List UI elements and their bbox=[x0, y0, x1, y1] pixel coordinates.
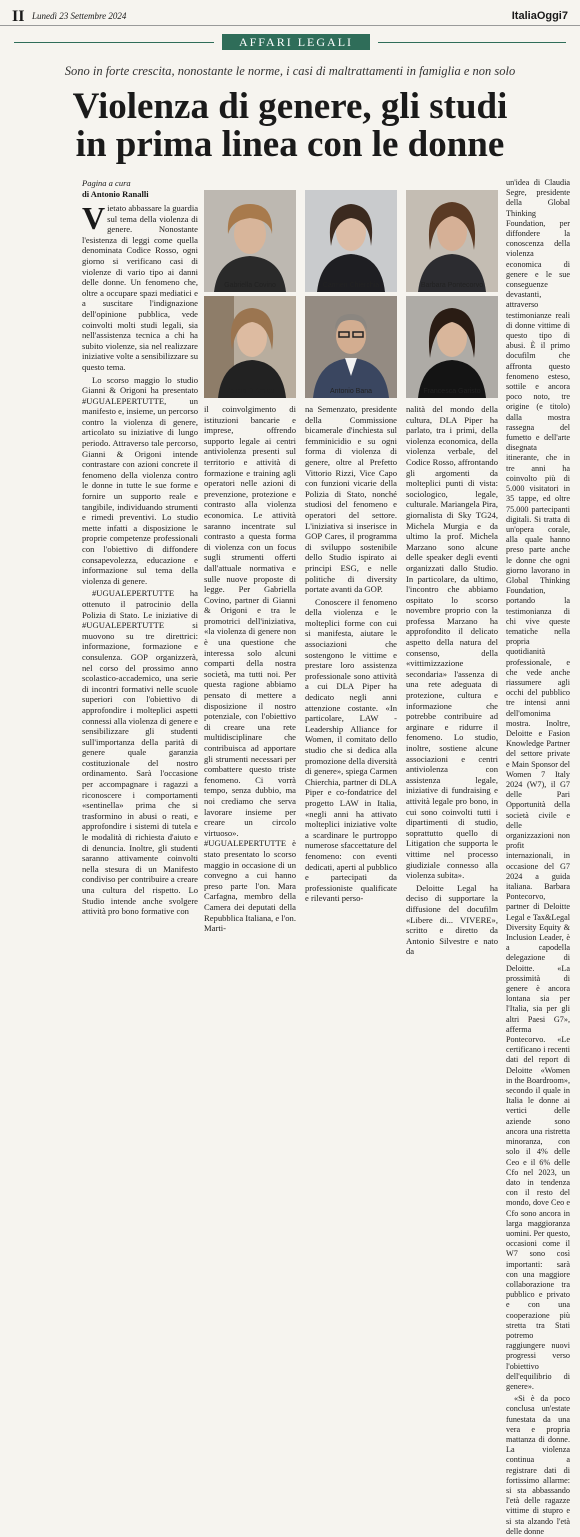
caption-5: Antonio Bana bbox=[329, 388, 373, 395]
caption-4: Felicia D'Amico bbox=[225, 388, 274, 395]
page-number: II bbox=[12, 8, 25, 25]
publication-logo: ItaliaOggi7 bbox=[511, 10, 568, 22]
column-2-text: il coinvolgimento di istituzioni bancarie e imprese, offrendo supporto legale ai centri antiviolenza presenti sul territorio e attività di formazione e training agli operatori nelle azioni di prevenzione, protezione e contrasto alla violenza economica. Le attività saranno incentrate sul contrasto a questa forma di violenza con un focus sugli strumenti offerti dall'attuale normativa e sulle nuove proposte di legge. Per Gabriella Covino, partner di Gianni & Origoni e tra le promotrici dell'iniziativa, «la violenza di genere non è una questione che interessa solo alcuni comparti della nostra società, ma tutti noi. Per questa ragione abbiamo pensato di mettere a disposizione il nostro potenziale, con l'obiettivo di creare una rete multidisciplinare che contribuisca ad apportare gli strumenti necessari per combattere questo triste fenomeno. Ci vorrà tempo, senza dubbio, ma noi crediamo che serva lavorare insieme per creare un circolo virtuoso». #UGUALEPERTUTTE è stato presentato lo scorso maggio in occasione di un convegno a cui hanno preso parte l'on. Mara Carfagna, membro della Camera dei deputati della Repubblica Italiana, e l'on. Marti- bbox=[204, 404, 296, 934]
article-title bbox=[0, 88, 580, 164]
portrait-1 bbox=[204, 190, 296, 292]
byline bbox=[82, 178, 198, 200]
column-3 bbox=[305, 404, 397, 904]
section-rule-right bbox=[378, 42, 566, 43]
column-1-para-2: Lo scorso maggio lo studio Gianni & Origoni ha presentato #UGUALEPERTUTTE, un manifesto e, insieme, un percorso contro la violenza di genere, articolato su iniziative di lungo periodo. Attraverso tale percorso, Gianni & Origoni intende contrastare con azioni concrete il fenomeno della violenza contro le donne in tutte le sue forme e fornire un supporto reale e tangibile, individuando strumenti e rimedi preventivi. Lo studio mette infatti a disposizione le proprie competenze professionali con l'obiettivo di diffondere consapevolezza, educazione e informazione sul tema della violenza di genere. bbox=[82, 374, 198, 586]
byline-author: di Antonio Ranalli bbox=[82, 189, 149, 199]
photo-barbara-pontecorvo bbox=[406, 190, 498, 292]
article-subtitle: Sono in forte crescita, nonostante le norme, i casi di maltrattamenti in famiglia e non solo bbox=[64, 64, 516, 78]
section-label: AFFARI LEGALI bbox=[222, 34, 370, 50]
issue-date: Lunedì 23 Settembre 2024 bbox=[32, 11, 127, 21]
title-line-1: Violenza di genere, gli studi bbox=[72, 86, 508, 127]
column-4-text: nalità del mondo della cultura, DLA Piper ha parlato, tra i primi, della violenza economica, della violenza verbale, del Codice Rosso, affrontando gli argomenti da molteplici punti di vista: sociologico, legale, culturale. Mariangela Pira, giornalista di Sky TG24, Michela Murgia e da ultimo la prof. Michela Marzano sono alcune delle speaker degli eventi organizzati dallo Studio. In particolare, da ultimo, l'incontro che abbiamo ospitato lo scorso novembre proprio con la professa Marzano ha approfondito il delicato aspetto della natura del consenso, della «vittimizzazione secondaria» l'assenza di una rete adeguata di protezione, cultura e informazione che potrebbe contribuire ad arginare e ridurre il fenomeno. Lo studio, inoltre, sostiene alcune associazioni e centri antiviolenza con assistenza legale, iniziative di fundraising e attività legale pro bono, in cui sono coinvolti tutti i dipartimenti di studio, soprattutto quello di Litigation che supporta le vittime nel processo giudiziale connesso alla violenza subita». bbox=[406, 404, 498, 881]
portrait-6 bbox=[406, 296, 498, 398]
photo-antonio-bana bbox=[305, 296, 397, 398]
photo-felicia-damico bbox=[204, 296, 296, 398]
portrait-3 bbox=[406, 190, 498, 292]
column-1-para-3: #UGUALEPERTUTTE ha ottenuto il patrocinio della Polizia di Stato. Le iniziative di #UGUALEPERTUTTE si muovono su tre direttrici: informazione, formazione e consulenza. GOP organizzerà, nel corso del prossimo anno scolastico-accademico, una serie di incontri formativi nelle scuole superiori con l'obiettivo di approfondire i molteplici aspetti connessi alla violenza di genere e sensibilizzare gli studenti sull'importanza della parità di genere quale garanzia costituzionale del nostro ordinamento. Sarà l'occasione per accompagnare i ragazzi a riconoscere i comportamenti «sentinella» prima che si trasformino in abusi o reati, e approfondire i sistemi di tutela e le modalità di richiesta d'aiuto e di denuncia. Inoltre, gli studenti saranno attivamente coinvolti nella stesura di un Manifesto condiviso per contribuire a creare una cultura del rispetto. Lo Studio intende anche svolgere attività pro bono formative con bbox=[82, 588, 198, 917]
column-1 bbox=[82, 200, 199, 917]
column-5-text: un'idea di Claudia Segre, presidente della Global Thinking Foundation, per diffondere la conoscenza della violenza economica di genere e le sue conseguenze devastanti, attraverso testimonianze reali di donne vittime di questo tipo di abusi. È il primo docufilm che affronta questo fenomeno esteso, sottile e ancora poco noto, tre origine (e titolo) dalla mostra rassegna del fumetto e dell'arte disegnata itinerante, che in tre anni ha coinvolto più di 5.000 visitatori in 35 tappe, ed oltre 75.000 partecipanti digitali. Si tratta di un'opera corale, alla quale hanno preso parte anche le donne che ogni giorno lavorano in Global Thinking Foundation, portando la testimonianza di chi vive queste tematiche nella propria quotidianità professionale, e che vede anche riassumere agli occhi del pubblico tre intensi anni dell'omonima mostra. Inoltre, Deloitte e Fasion Knowledge Partner del settore private e Main Sponsor del Women 7 Italy 2024 (W7), il G7 delle Pari Opportunità della società civile e delle organizzazioni non profit internazionali, in occasione del G7 2024 a guida italiana. Barbara Pontecorvo, partner di Deloitte Legal e Tax&Legal Diversity Equity & Inclusion Leader, è a capodella delegazione di Deloitte. «La prossimità di genere è ancora lontana sia per l'Italia, sia per gli altri Paesi G7», afferma Pontecorvo. «Le certificano i recenti dati del report di Deloitte «Women in the Boardroom», secondo il quale in Italia le donne ai vertici delle aziende sono ancora una ristretta minoranza, con solo il 4% delle Ceo e il 6% delle Cfo nel 2023, un dato in tendenza con il resto del mondo, dove Ceo e Cfo sono ancora in larga maggioranza uomini. Per questo, occasioni come il W7 sono così importanti: sarà con una maggiore collaborazione tra pubblico e privato e con una cooperazione più stretta tra Stati potremo raggiungere nuovi progressi verso l'obiettivo dell'equilibrio di genere». bbox=[506, 178, 570, 1391]
byline-prefix: Pagina a cura bbox=[82, 178, 131, 188]
column-2 bbox=[204, 404, 296, 934]
column-4-para-2: Deloitte Legal ha deciso di supportare la diffusione del docufilm «Libere di... VIVERE», scritto e diretto da Antonio Silvestre e nato da bbox=[406, 882, 498, 957]
drop-cap: V bbox=[82, 200, 106, 236]
section-rule-left bbox=[14, 42, 214, 43]
portrait-5 bbox=[305, 296, 397, 398]
column-5 bbox=[506, 178, 570, 1536]
column-4 bbox=[406, 404, 498, 957]
portrait-4 bbox=[204, 296, 296, 398]
column-5-para-2: «Si è da poco conclusa un'estate funestata da una vera e propria mattanza di donne. La violenza continua a registrare dati di fortissimo allarme: si sta abbassando l'età delle ragazze vittime di stupro e si sta alzando l'età delle donne bbox=[506, 1394, 570, 1536]
column-1-text: ietato abbassare la guardia sul tema della violenza di genere. Nonostante l'esistenza di leggi come quella denominata Codice Rosso, ogni giorno si verificano casi di violenze di vario tipo ai danni delle donne. Un fenomeno che, oltre a occupare spazi mediatici e a suscitare l'indignazione dell'opinione pubblica, vede coinvolti molti studi legali, sia nell'assistenza tecnica a chi ha subito violenze, sia nel realizzare iniziative volte a sensibilizzare su questo tema. bbox=[82, 203, 199, 372]
caption-1: Gabriella Covino bbox=[224, 282, 276, 289]
photo-francesca-garisto bbox=[406, 296, 498, 398]
column-3-text: na Semenzato, presidente della Commissione bicamerale d'inchiesta sul femminicidio e su ogni forma di violenza di genere, oltre al Prefetto Vittorio Rizzi, Vice Capo con funzioni vicarie della Polizia di Stato, nonché studiosi del fenomeno e operatori del settore. L'iniziativa si inserisce in GOP Cares, il programma di sviluppo sostenibile dello Studio ispirato ai principi ESG, e nelle politiche di diversity portate avanti da GOP. bbox=[305, 404, 397, 595]
caption-2: Carmen Chierchia bbox=[322, 282, 380, 289]
caption-6: Francesca Garisto bbox=[423, 388, 481, 395]
caption-3: Barbara Pontecorvo bbox=[420, 282, 484, 289]
portrait-2 bbox=[305, 190, 397, 292]
header-divider bbox=[0, 25, 580, 26]
photo-gabriella-covino bbox=[204, 190, 296, 292]
column-3-para-2: Conoscere il fenomeno della violenza e le molteplici forme con cui si manifesta, aiutare le associazioni che sostengono le vittime e prestare loro assistenza professionale sono attività a cui DLA Piper ha dedicato negli anni attenzione costante. «In particolare, LAW - Leadership Alliance for Women, il comitato dello studio che si dedica alla promozione della diversità di genere», spiega Carmen Chierchia, partner di DLA Piper e co-fondatrice del progetto LAW in Italia, «negli anni ha attivato molteplici iniziative volte a scardinare le purtroppo numerose sfaccettature del fenomeno: con eventi dedicati, aperti al pubblico e partecipati da professioniste qualificate e rilevanti perso- bbox=[305, 596, 397, 904]
photo-carmen-chierchia bbox=[305, 190, 397, 292]
title-line-2: in prima linea con le donne bbox=[75, 124, 505, 165]
